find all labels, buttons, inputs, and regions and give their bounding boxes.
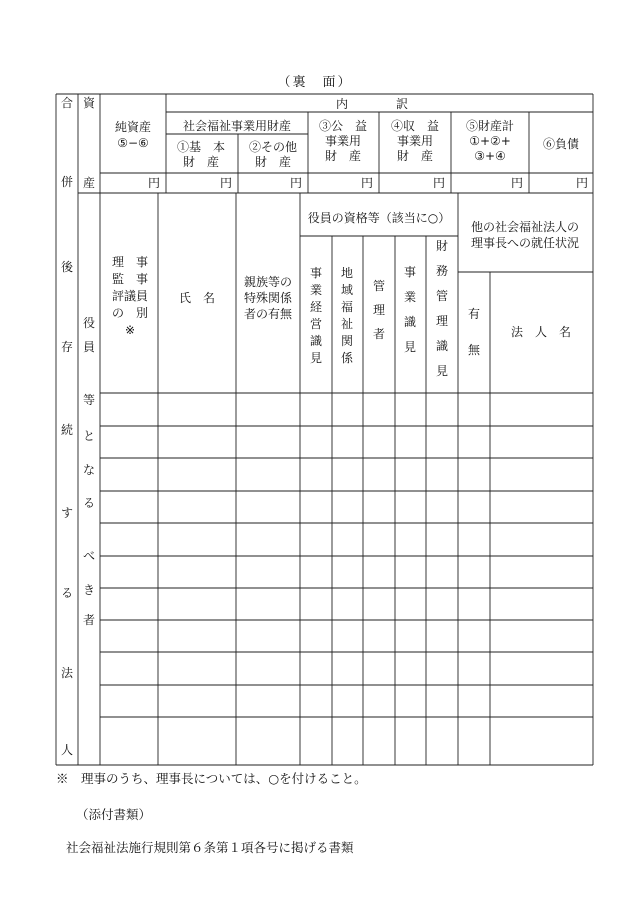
basic-assets-header-line-2: 財 産 [182,155,220,169]
role-header-line-1: 理 事 [111,255,149,269]
merged-corp-label-char-6: す [60,506,74,520]
yen-unit-profit: 円 [432,176,445,190]
other-assets-header-line-2: 財 産 [254,155,292,169]
qual-manager-header-line-3: 者 [372,327,386,341]
profit-assets-header-line-2: 事業用 [396,134,434,148]
merged-corp-label-char-9: 人 [60,743,74,757]
qualification-header: 役員の資格等（該当に○） [307,211,451,225]
officers-label-char-6: る [82,496,96,510]
yen-unit-net: 円 [147,176,160,190]
officers-label-char-4: と [82,429,96,443]
merged-corp-label-char-7: る [60,586,74,600]
qual-business-header-line-2: 業 [309,283,323,297]
role-header-line-3: 評議員 [111,289,149,303]
qual-business-header-line-3: 経 [309,300,323,314]
role-header-line-5: ※ [124,323,136,337]
merged-corp-label-char-2: 併 [60,175,74,189]
attachment-item: 社会福祉法施行規則第６条第１項各号に掲げる書類 [66,840,354,855]
qual-insight-header-line-4: 見 [403,340,417,354]
breakdown-header: 内 訳 [335,97,409,111]
page-title: （裏 面） [277,75,353,90]
qual-community-header-line-6: 係 [340,351,354,365]
other-corp-header-line-2: 理事長への就任状況 [470,236,580,250]
public-interest-assets-header-line-3: 財 産 [324,149,362,163]
name-header: 氏 名 [178,291,216,305]
assets-label-char-1: 資 [82,96,96,110]
officers-label-char-9: 者 [82,613,96,627]
qual-community-header-line-2: 域 [340,283,354,297]
profit-assets-header-line-1: ④収 益 [390,119,440,133]
role-header-line-2: 監 事 [111,272,149,286]
presence-header-line-1: 有 [467,307,481,321]
officers-label-char-3: 等 [82,393,96,407]
officers-label-char-7: べ [82,549,96,563]
yen-unit-total: 円 [510,176,523,190]
merged-corp-label-char-1: 合 [60,96,74,110]
qual-insight-header-line-1: 事 [403,265,417,279]
net-assets-header-line-1: 純資産 [114,120,152,134]
total-assets-header-line-3: ③+④ [474,149,506,163]
yen-unit-liab: 円 [575,176,588,190]
basic-assets-header-line-1: ①基 本 [176,140,226,154]
public-interest-assets-header-line-2: 事業用 [324,134,362,148]
net-assets-header-line-2: ⑤−⑥ [117,136,149,150]
qual-business-header-line-1: 事 [309,266,323,280]
other-assets-header-line-1: ②その他 [248,140,298,154]
officers-label-char-5: な [82,463,96,477]
other-corp-header-line-1: 他の社会福祉法人の [470,220,580,234]
qual-community-header-line-4: 祉 [340,317,354,331]
qual-finance-header-line-6: 見 [435,364,449,378]
qual-business-header-line-5: 識 [309,334,323,348]
liabilities-header: ⑥負債 [542,137,580,151]
qual-manager-header-line-1: 管 [372,279,386,293]
relation-header-line-2: 特殊関係 [243,291,293,305]
qual-community-header-line-5: 関 [340,334,354,348]
yen-unit-other: 円 [289,176,302,190]
qual-finance-header-line-2: 務 [435,264,449,278]
qual-insight-header-line-2: 業 [403,290,417,304]
relation-header-line-1: 親族等の [243,275,293,289]
merged-corp-label-char-5: 続 [60,423,74,437]
merged-corp-label-char-8: 法 [60,666,74,680]
qual-insight-header-line-3: 識 [403,315,417,329]
qual-finance-header-line-3: 管 [435,289,449,303]
officers-label-char-8: き [82,583,96,597]
assets-label-char-2: 産 [82,176,96,190]
presence-header-line-2: 無 [467,343,481,357]
qual-finance-header-line-4: 理 [435,314,449,328]
total-assets-header-line-2: ①+②+ [469,134,511,148]
social-welfare-assets-header: 社会福祉事業用財産 [182,119,292,133]
yen-unit-public: 円 [360,176,373,190]
officers-label-char-2: 員 [82,340,96,354]
attachment-heading: （添付書類） [76,807,152,822]
public-interest-assets-header-line-1: ③公 益 [318,119,368,133]
qual-finance-header-line-5: 識 [435,339,449,353]
officers-label-char-1: 役 [82,316,96,330]
qual-community-header-line-1: 地 [340,266,354,280]
merged-corp-label-char-3: 後 [60,260,74,274]
profit-assets-header-line-3: 財 産 [396,149,434,163]
yen-unit-basic: 円 [219,176,232,190]
total-assets-header-line-1: ⑤財産計 [465,119,515,133]
qual-business-header-line-4: 営 [309,317,323,331]
relation-header-line-3: 者の有無 [243,307,293,321]
footnote: ※ 理事のうち、理事長については、○を付けること。 [56,771,367,786]
role-header-line-4: の 別 [111,306,149,320]
qual-business-header-line-6: 見 [309,351,323,365]
qual-community-header-line-3: 福 [340,300,354,314]
qual-manager-header-line-2: 理 [372,303,386,317]
qual-finance-header-line-1: 財 [435,239,449,253]
corp-name-header: 法 人 名 [510,325,572,339]
merged-corp-label-char-4: 存 [60,340,74,354]
